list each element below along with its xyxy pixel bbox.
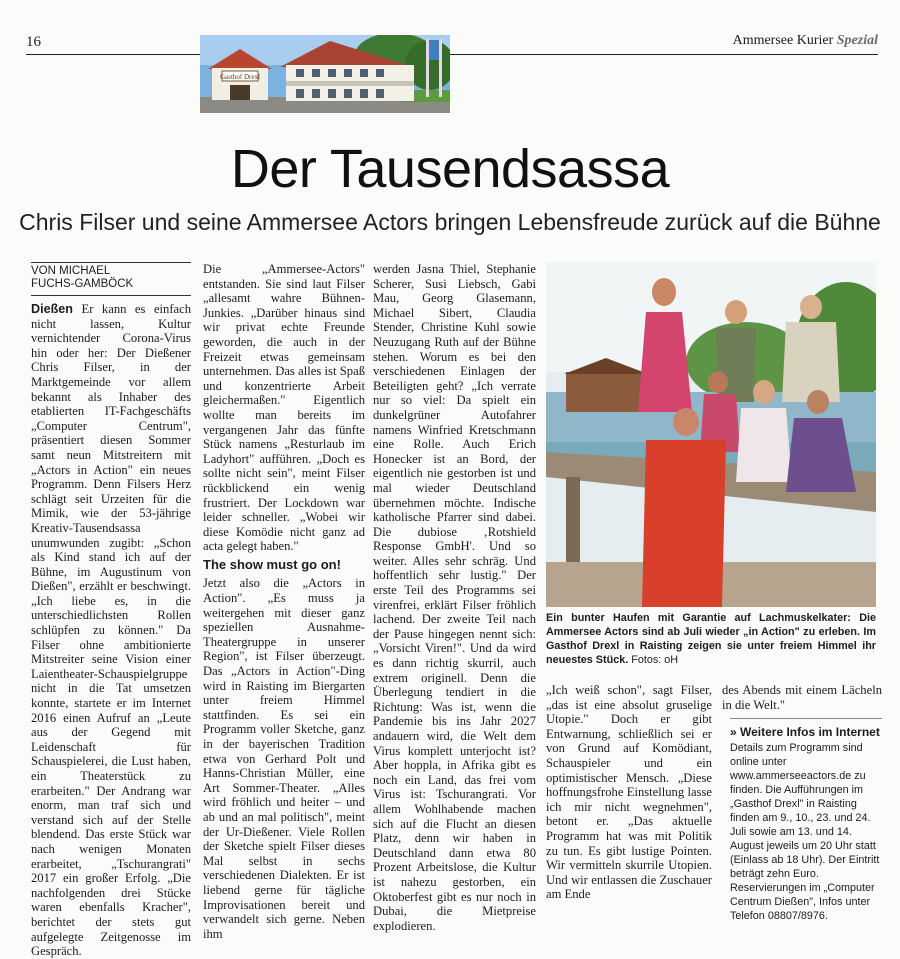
byline-line-2: FUCHS-GAMBÖCK: [31, 278, 134, 290]
column-4: [546, 683, 712, 902]
column-2-subhead: The show must go on!: [203, 556, 341, 572]
article-title: Der Tausendsassa: [230, 139, 670, 199]
page-number: 16: [26, 34, 41, 50]
masthead: [733, 33, 878, 49]
column-1: [31, 262, 191, 959]
section-name: Spezial: [836, 33, 878, 48]
photo-credit: Fotos: oH: [631, 654, 679, 666]
gasthof-photo: [200, 35, 450, 113]
photo-caption: [546, 611, 876, 667]
column-2-text-a: Die „Ammersee-Actors" entstanden. Sie sind laut Filser „allesamt wahre Bühnen-Junkies. „Darüber hinaus sind wir privat echte Freunde geworden, die auch in der Freizeit etwas gemeinsam unternehmen. Das alles ist Spaß und konzentrierte Arbeit gleichermaßen." Eigentlich wollte man bereits im vergangenen Jahr das fünfte Stück namens „Resturlaub im Ladyhort" aufführen. „Doch es sollte nicht sein", meint Filser rückblickend ein wenig frustriert. Der Lockdown war leider schneller. „Wobei wir diese Komödie nicht ganz ad acta gelegt haben.": [203, 262, 365, 554]
column-2: [203, 262, 365, 941]
group-photo-illustration: [546, 262, 876, 607]
column-5-text: des Abends mit einem Lächeln in die Welt.": [722, 683, 882, 712]
column-5: [722, 683, 882, 712]
byline-line-1: VON MICHAEL: [31, 265, 111, 277]
column-2-text-b: Jetzt also die „Actors in Action". „Es muss ja weitergehen mit dieser ganz speziellen Ausnahme-Theatergruppe in unserer Region", ist Filser überzeugt. Das „Actors in Action"-Ding wird in Raisting im Biergarten unter freiem Himmel stattfinden. Es sei ein Programm voller Sketche, ganz in der bayerischen Tradition etwa von Gerhard Polt und Hanns-Christian Müller, eine Art Sommer-Theater. „Alles wird fröhlich und heiter – und ab und an mal politisch", meint der Ur-Dießener. Viele Rollen der Sketche spielt Filser dieses Mal selbst in sechs verschiedenen Dialekten. Er ist liebend gerne für tägliche Improvisationen bereit und verwandelt sich gerne. Neben ihm: [203, 576, 365, 941]
info-box-text: Details zum Programm sind online unter www.ammerseeactors.de zu finden. Die Aufführungen im „Gasthof Drexl" in Raisting finden am 9., 10., 23. und 24. Juli sowie am 13. und 14. August jeweils um 20 Uhr statt (Einlass ab 18 Uhr). Der Eintritt beträgt zehn Euro. Reservierungen im „Computer Centrum Dießen", Infos unter Telefon 08807/8976.: [730, 742, 880, 922]
info-box: [730, 718, 882, 923]
group-photo: [546, 262, 876, 607]
column-3-text: werden Jasna Thiel, Stephanie Scherer, Susi Liebsch, Gabi Mau, Georg Glasemann, Michael Sibert, Claudia Stender, Christine Kuhl sowie Neuzugang Ruth auf der Bühne stehen. Worum es bei den verschiedenen Einlagen der Beteiligten geht? „Ich verrate nur so viel: Da spielt ein dunkelgrüner Autofahrer namens Winfried Kretschmann eine Rolle. Auch Erich Honecker ist an Bord, der eigentlich nie gestorben ist und mal wieder Deutschland übernehmen möchte. Indische katholische Pfarrer sind dabei. Die dubiose ‚Rotshield Response GmbH'. Und so weiter. Alles sehr schräg. Und hoffentlich sehr lustig." Der erste Teil des Programms sei virenfrei, erklärt Filser fröhlich lachend. Der zweite Teil nach der Pause hingegen nennt sich: „Vorsicht Viren!". Und da wird es dann richtig skurril, auch extrem originell. Denn die Überlegung tendiert in die Richtung: Was ist, wenn die Pandemie bis ins Jahr 2027 andauern wird, die Welt dem Virus komplett unterjocht ist? Aber hoppla, in Afrika gibt es noch ein Land, das frei vom Virus ist: Tschurangrati. Vor allem Wohlhabende machen sich auf die Flucht an diesen Platz, denn wir haben in Deutschland dann etwa 80 Prozent Arbeitslose, die Kultur ist nahezu gestorben, ein Oktoberfest gibt es nur noch in Dubai, die Mietpreise explodieren.: [373, 262, 536, 933]
lead-paragraph: [31, 302, 191, 959]
lead-place: Dießen: [31, 302, 73, 316]
gasthof-sign-text: Gasthof Drexl: [220, 73, 260, 81]
column-3: [373, 262, 536, 933]
column-4-text: „Ich weiß schon", sagt Filser, „das ist eine absolut gruselige Utopie." Doch er gibt Entwarnung, schließlich sei er von Grund auf Komödiant, Schauspieler und ein optimistischer Mensch. „Diese hoffnungsfrohe Einstellung lasse ich mir nicht wegnehmen", betont er. „Das aktuelle Programm hat was mit Politik zu tun. Es gibt lustige Pointen. Wir vermitteln skurrile Utopien. Und wir entlassen die Zuschauer am Ende: [546, 683, 712, 902]
gasthof-photo-illustration: [200, 35, 450, 113]
byline: [31, 262, 191, 296]
article-subtitle: Chris Filser und seine Ammersee Actors bringen Lebensfreude zurück auf die Bühne: [19, 209, 881, 235]
header-rule: [26, 54, 878, 55]
info-box-heading: » Weitere Infos im Internet: [730, 725, 880, 739]
caption-text: Ein bunter Haufen mit Garantie auf Lachmuskelkater: Die Ammersee Actors sind ab Juli wieder „in Action" zu erleben. Im Gasthof Drexl in Raisting zeigen sie unter freiem Himmel ihr neuestes Stück.: [546, 612, 876, 666]
column-1-text: Er kann es einfach nicht lassen, Kultur vernichtender Corona-Virus hin oder her: Der Dießener Chris Filser, in der Marktgemeinde vor allem bekannt als Inhaber des etablierten IT-Fachgeschäfts „Computer Centrum", präsentiert diesen Sommer samt neun Mitstreitern mit „Actors in Action" ein neues Programm. Denn Filsers Herz schlägt seit Urzeiten für die Mimik, wie der 53-jährige Kreativ-Tausendsassa unumwunden zugibt: „Schon als Kind stand ich auf der Bühne, im Augustinum von Dießen", erzählt er beschwingt. „Ich liebe es, in die unterschiedlichsten Rollen schlüpfen zu können." Da Filser ohne ambitionierte Mitstreiter seine Vision einer Laientheater-Schauspielgruppe nicht in die Tat umsetzen konnte, startete er im Internet 2016 einen Aufruf an „Leute aus der Gegend mit Leidenschaft für Schauspielerei, die Lust haben, ein Theaterstück zu erarbeiten." Der Andrang war enorm, man traf sich und verstand sich auf der Stelle blendend. Das erste Stück war nach wenigen Monaten erarbeitet, „Tschurangrati" 2017 ein großer Erfolg. „Die nachfolgenden drei Stücke waren ebenfalls Kracher", berichtet der stets gut aufgelegte Zeitgenosse im Gespräch.: [31, 302, 192, 959]
publication-name: Ammersee Kurier: [732, 33, 834, 48]
